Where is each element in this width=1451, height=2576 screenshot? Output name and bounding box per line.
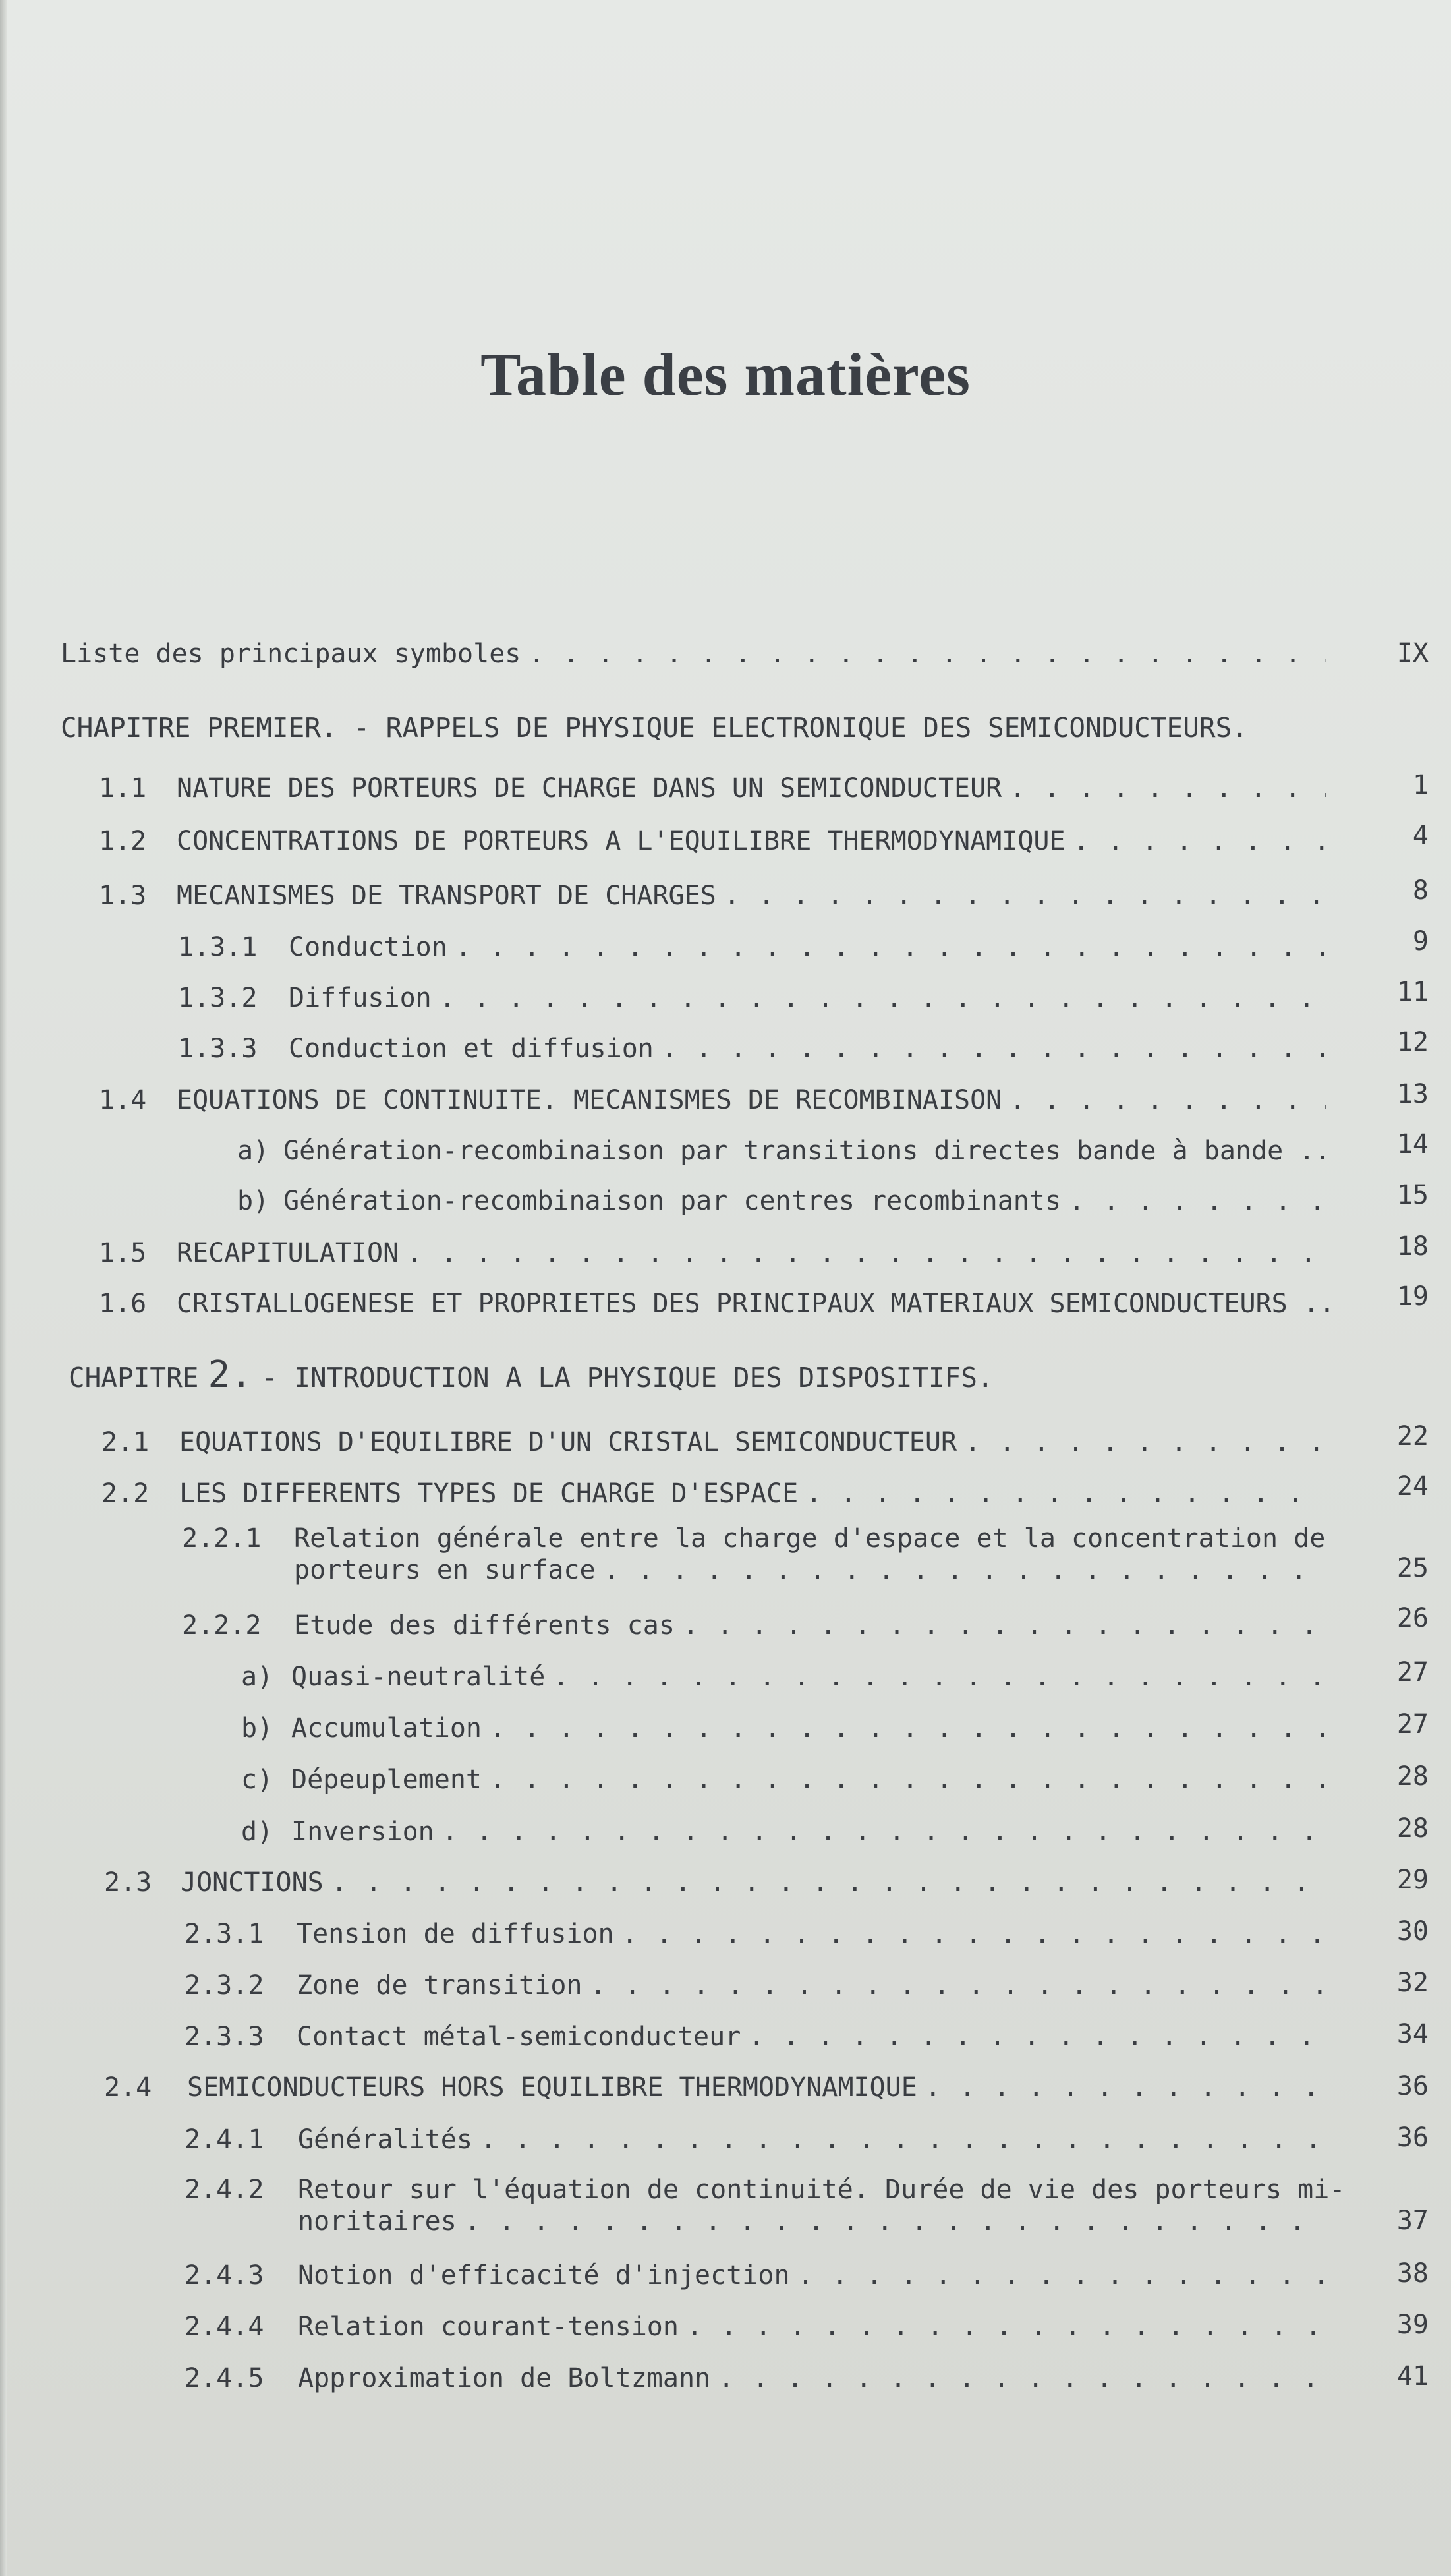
toc-entry[interactable] [99,773,1326,804]
toc-entry[interactable] [99,880,1326,912]
toc-entry-label: Génération-recombinaison par centres recombinants [283,1186,1062,1216]
section-number: 2.3.1 [185,1919,264,1949]
toc-page-number: 37 [1396,2206,1429,2236]
toc-page-number: 27 [1396,1657,1429,1687]
toc-page-number: 28 [1396,1761,1429,1792]
toc-page-number: 9 [1412,926,1429,956]
toc-entry-label: EQUATIONS DE CONTINUITE. MECANISMES DE RECOMBINAISON [177,1085,1002,1115]
section-number: 2.1 [101,1427,150,1457]
toc-entry[interactable] [185,2021,1326,2053]
toc-entry-label: CONCENTRATIONS DE PORTEURS A L'EQUILIBRE THERMODYNAMIQUE [177,826,1066,856]
section-number: 1.3.3 [178,1034,258,1064]
toc-entry-label: Relation générale entre la charge d'espace et la concentration de [294,1523,1326,1554]
toc-entry-label: Inversion [291,1817,434,1847]
chapter-heading: CHAPITRE 2. - INTRODUCTION A LA PHYSIQUE DES DISPOSITIFS. [69,1353,994,1396]
dot-leader [749,2021,1326,2053]
dot-leader [1069,1185,1326,1217]
toc-entry[interactable] [99,1288,1335,1320]
toc-page-number: 30 [1396,1916,1429,1947]
toc-entry-label: Dépeuplement [291,1765,482,1795]
toc-entry[interactable] [99,825,1326,857]
item-letter: c) [241,1765,273,1795]
dot-leader [480,2124,1326,2155]
toc-entry-label: Notion d'efficacité d'injection [298,2260,790,2291]
section-number: 2.4.1 [185,2124,264,2155]
toc-entry[interactable] [99,1084,1326,1116]
dot-leader [724,880,1326,912]
toc-entry[interactable] [241,1712,1326,1744]
item-letter: b) [237,1186,270,1216]
dot-leader [683,1610,1326,1641]
toc-entry-label: noritaires [298,2206,457,2237]
dot-leader [553,1661,1326,1693]
section-number: 2.2 [101,1478,150,1509]
toc-entry-label: Accumulation [291,1713,482,1743]
toc-entry-label: EQUATIONS D'EQUILIBRE D'UN CRISTAL SEMICONDUCTEUR [179,1427,957,1457]
toc-page-number: 32 [1396,1968,1429,1998]
toc-entry[interactable] [178,1033,1326,1065]
toc-page-number: 19 [1396,1281,1429,1312]
section-number: 1.6 [99,1289,147,1319]
toc-entry[interactable] [185,2124,1326,2155]
dot-leader [662,1033,1326,1065]
item-letter: a) [237,1136,270,1166]
toc-page-number: 8 [1412,875,1429,906]
section-number: 2.2.2 [182,1610,262,1641]
toc-entry-label: Tension de diffusion [297,1919,614,1949]
toc-page-number: 39 [1396,2310,1429,2340]
dot-leader [718,2362,1326,2394]
toc-page-number: 11 [1396,977,1429,1007]
toc-entry[interactable] [185,2174,1346,2206]
toc-entry-label: RECAPITULATION [177,1238,399,1268]
section-number: 1.3.2 [178,983,258,1013]
toc-page-number: 41 [1396,2361,1429,2391]
toc-entry-label: Zone de transition [297,1970,583,2001]
toc-entry[interactable] [237,1185,1326,1217]
dot-leader [331,1867,1326,1898]
section-number: 2.4.2 [185,2175,264,2205]
toc-page-number: IX [1396,638,1429,668]
section-number: 1.3 [99,881,147,911]
toc-entry-label: Approximation de Boltzmann [298,2363,711,2393]
toc-entry[interactable] [104,1867,1326,1898]
toc-entry[interactable] [104,2072,1326,2103]
dot-leader [590,1970,1326,2001]
dot-leader [604,1554,1326,1586]
dot-leader [442,1816,1326,1848]
toc-page-number: 36 [1396,2071,1429,2101]
toc-entry-label: Etude des différents cas [294,1610,675,1641]
toc-entry-label: Contact métal-semiconducteur [297,2022,741,2052]
toc-page-number: 27 [1396,1709,1429,1740]
toc-entry-label: Conduction [289,932,447,962]
toc-entry-label: Liste des principaux symboles [61,639,521,669]
toc-page-number: 15 [1396,1180,1429,1210]
section-number: 1.4 [99,1085,147,1115]
section-number: 1.3.1 [178,932,258,962]
toc-entry[interactable] [101,1426,1326,1458]
item-letter: b) [241,1713,273,1743]
section-number: 2.3 [104,1867,152,1898]
dot-leader [440,982,1326,1014]
toc-entry[interactable] [101,1478,1326,1509]
toc-entry-label: LES DIFFERENTS TYPES DE CHARGE D'ESPACE [179,1478,799,1509]
toc-entry-label: CRISTALLOGENESE ET PROPRIETES DES PRINCIPAUX MATERIAUX SEMICONDUCTEURS .. [177,1289,1335,1319]
toc-page-number: 12 [1396,1027,1429,1057]
section-number: 2.3.2 [185,1970,264,2001]
toc-entry[interactable] [182,1610,1326,1641]
toc-page-number: 18 [1396,1231,1429,1262]
toc-entry[interactable] [237,1135,1331,1167]
dot-leader [465,2206,1326,2237]
toc-page-number: 38 [1396,2258,1429,2289]
toc-entry-label: Relation courant-tension [298,2312,679,2342]
dot-leader [407,1237,1326,1269]
section-number: 1.5 [99,1238,147,1268]
toc-entry-label: Quasi-neutralité [291,1662,546,1692]
toc-entry-label: NATURE DES PORTEURS DE CHARGE DANS UN SEMICONDUCTEUR [177,773,1002,804]
dot-leader [1073,825,1326,857]
dot-leader [965,1426,1326,1458]
toc-entry[interactable] [185,2362,1326,2394]
toc-entry[interactable] [241,1661,1326,1693]
toc-entry[interactable] [178,931,1326,963]
dot-leader [622,1918,1326,1950]
section-number: 2.2.1 [182,1523,262,1554]
toc-entry-label: Conduction et diffusion [289,1034,654,1064]
chapter-heading: CHAPITRE PREMIER. - RAPPELS DE PHYSIQUE ELECTRONIQUE DES SEMICONDUCTEURS. [61,712,1248,744]
toc-page-number: 25 [1396,1553,1429,1583]
dot-leader [528,638,1326,670]
dot-leader [490,1764,1326,1796]
toc-entry-label: Retour sur l'équation de continuité. Durée de vie des porteurs mi- [298,2175,1346,2205]
toc-page-number: 26 [1396,1603,1429,1633]
dot-leader [1010,1084,1326,1116]
dot-leader [490,1712,1326,1744]
dot-leader [1010,773,1326,804]
section-number: 2.4.3 [185,2260,264,2291]
toc-entry-label: MECANISMES DE TRANSPORT DE CHARGES [177,881,716,911]
dot-leader [455,931,1326,963]
toc-entry-label: Génération-recombinaison par transitions directes bande à bande .. [283,1136,1331,1166]
item-letter: a) [241,1662,273,1692]
toc-entry[interactable] [182,1523,1326,1554]
toc-entry-label: JONCTIONS [181,1867,324,1898]
toc-entry-label: Généralités [298,2124,472,2155]
toc-entry[interactable] [241,1816,1326,1848]
item-letter: d) [241,1817,273,1847]
section-number: 2.4.4 [185,2312,264,2342]
toc-page-number: 36 [1396,2122,1429,2153]
toc-page-number: 4 [1412,821,1429,851]
page-title: Table des matières [480,341,971,408]
toc-page-number: 1 [1412,770,1429,800]
toc-entry-symbols[interactable] [61,638,1326,670]
toc-entry-label: SEMICONDUCTEURS HORS EQUILIBRE THERMODYNAMIQUE [187,2072,917,2103]
toc-page-number: 14 [1396,1129,1429,1159]
toc-entry-continuation[interactable] [298,2206,1326,2237]
toc-entry-label: Diffusion [289,983,432,1013]
section-number: 1.1 [99,773,147,804]
toc-entry[interactable] [241,1764,1326,1796]
toc-entry[interactable] [185,2260,1326,2291]
section-number: 2.3.3 [185,2022,264,2052]
toc-page-number: 34 [1396,2019,1429,2049]
section-number: 1.2 [99,826,147,856]
toc-entry[interactable] [185,1970,1326,2001]
section-number: 2.4.5 [185,2363,264,2393]
toc-entry-continuation[interactable] [294,1554,1326,1586]
dot-leader [925,2072,1326,2103]
toc-page-number: 22 [1396,1421,1429,1451]
toc-page-number: 28 [1396,1813,1429,1844]
dot-leader [798,2260,1326,2291]
toc-entry[interactable] [99,1237,1326,1269]
toc-page-number: 29 [1396,1865,1429,1895]
dot-leader [687,2311,1326,2343]
toc-entry[interactable] [185,2311,1326,2343]
toc-page-number: 24 [1396,1471,1429,1502]
toc-entry-label: porteurs en surface [294,1555,596,1585]
toc-page-number: 13 [1396,1079,1429,1109]
toc-entry[interactable] [178,982,1326,1014]
dot-leader [806,1478,1326,1509]
section-number: 2.4 [104,2072,152,2103]
toc-entry[interactable] [185,1918,1326,1950]
